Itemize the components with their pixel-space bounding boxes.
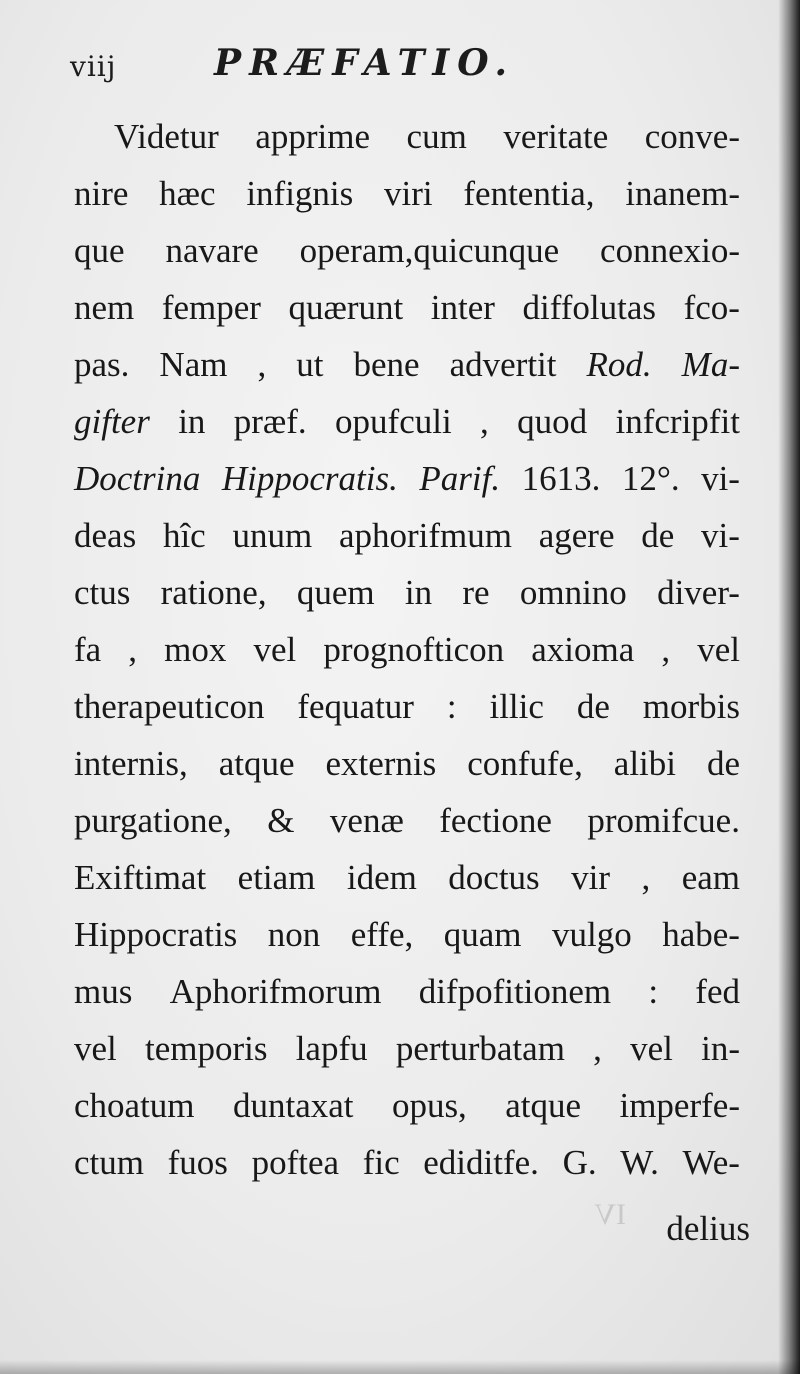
text-line xyxy=(74,336,740,393)
word: , xyxy=(257,345,267,384)
word: idem xyxy=(346,858,417,897)
text-line xyxy=(74,165,740,222)
word: atque xyxy=(505,1086,582,1125)
body-text xyxy=(74,108,740,1191)
word: hæc xyxy=(159,174,216,213)
page-edge-shadow xyxy=(778,0,800,1374)
word: ctum xyxy=(74,1143,144,1182)
word: Nam xyxy=(159,345,228,384)
word: in xyxy=(404,573,433,612)
text-line xyxy=(74,678,740,735)
word: præf. xyxy=(233,402,307,441)
text-line xyxy=(74,222,740,279)
catchword: delius xyxy=(666,1209,750,1248)
word: , xyxy=(593,1029,602,1068)
word-italic: Rod. xyxy=(586,345,652,384)
text-line xyxy=(74,963,740,1020)
word: etiam xyxy=(237,858,316,897)
word: habe- xyxy=(662,915,740,954)
word: prognofticon xyxy=(323,630,505,669)
word: inter xyxy=(430,288,495,327)
word-italic: Ma- xyxy=(681,345,740,384)
word: axioma xyxy=(531,630,635,669)
word: fententia, xyxy=(463,174,595,213)
word: quærunt xyxy=(288,288,404,327)
word: fequatur xyxy=(297,687,414,726)
word: Aphorifmorum xyxy=(169,972,382,1011)
text-line xyxy=(74,735,740,792)
word: temporis xyxy=(144,1029,268,1068)
page-bottom-shadow xyxy=(0,1360,800,1374)
word: apprime xyxy=(255,117,371,156)
word: diffolutas xyxy=(522,288,657,327)
word: veritate xyxy=(503,117,609,156)
text-line xyxy=(74,1020,740,1077)
word: lapfu xyxy=(295,1029,368,1068)
word: re xyxy=(462,573,490,612)
word: vulgo xyxy=(552,915,632,954)
word: atque xyxy=(218,744,295,783)
word: nire xyxy=(74,174,129,213)
word: quam xyxy=(443,915,522,954)
word: purgatione, xyxy=(74,801,232,840)
word: fed xyxy=(695,972,740,1011)
word-italic: Parif. xyxy=(419,459,501,498)
text-line xyxy=(74,849,740,906)
word: : xyxy=(648,972,659,1011)
word: hîc xyxy=(162,516,206,555)
word: illic xyxy=(489,687,544,726)
word: fic xyxy=(362,1143,400,1182)
word: , xyxy=(661,630,671,669)
text-line xyxy=(74,564,740,621)
word: cum xyxy=(406,117,467,156)
word: 12°. xyxy=(621,459,680,498)
word: vel xyxy=(697,630,740,669)
word: que xyxy=(74,231,125,270)
word: internis, xyxy=(74,744,188,783)
word: therapeuticon xyxy=(74,687,265,726)
word: quem xyxy=(296,573,375,612)
text-line xyxy=(74,1077,740,1134)
word: ediditfe. xyxy=(423,1143,539,1182)
word: pas. xyxy=(74,345,130,384)
running-head: PRÆFATIO. xyxy=(214,42,516,84)
word: advertit xyxy=(449,345,557,384)
word: fuos xyxy=(167,1143,228,1182)
word: diver- xyxy=(657,573,740,612)
show-through-text: IV xyxy=(594,1198,626,1231)
word: Hippocratis xyxy=(74,915,238,954)
word: vel xyxy=(630,1029,673,1068)
text-line xyxy=(74,906,740,963)
word: poftea xyxy=(251,1143,340,1182)
word: ctus xyxy=(74,573,131,612)
word: imperfe- xyxy=(619,1086,740,1125)
word: Videtur xyxy=(114,117,219,156)
word: navare xyxy=(165,231,259,270)
text-line xyxy=(74,621,740,678)
text-line xyxy=(74,393,740,450)
word: confufe, xyxy=(467,744,583,783)
word: W. xyxy=(620,1143,659,1182)
word: connexio- xyxy=(600,231,740,270)
word: non xyxy=(267,915,321,954)
word: in- xyxy=(701,1029,740,1068)
word: quod xyxy=(517,402,588,441)
word: effe, xyxy=(350,915,414,954)
word: choatum xyxy=(74,1086,195,1125)
word: viri xyxy=(384,174,433,213)
word: perturbatam xyxy=(395,1029,565,1068)
word: de xyxy=(641,516,675,555)
word: omnino xyxy=(519,573,627,612)
word: fco- xyxy=(683,288,740,327)
page-number: viij xyxy=(70,50,117,83)
word: : xyxy=(446,687,457,726)
word: nem xyxy=(74,288,135,327)
word: bene xyxy=(353,345,420,384)
word: inanem- xyxy=(625,174,740,213)
word: unum xyxy=(232,516,313,555)
word: conve- xyxy=(644,117,740,156)
text-line xyxy=(74,279,740,336)
word: opus, xyxy=(391,1086,467,1125)
text-line xyxy=(74,108,740,165)
word: de xyxy=(706,744,740,783)
word: 1613. xyxy=(521,459,601,498)
word: doctus xyxy=(448,858,540,897)
word: deas xyxy=(74,516,137,555)
word: alibi xyxy=(613,744,676,783)
word: G. xyxy=(562,1143,597,1182)
word: femper xyxy=(161,288,261,327)
word: vel xyxy=(253,630,297,669)
word: morbis xyxy=(642,687,740,726)
word: externis xyxy=(325,744,437,783)
word: in xyxy=(178,402,206,441)
page-header xyxy=(0,38,800,98)
word: opufculi xyxy=(335,402,452,441)
word: ratione, xyxy=(160,573,267,612)
word: Exiftimat xyxy=(74,858,207,897)
text-line xyxy=(74,1134,740,1191)
word: agere xyxy=(538,516,615,555)
word: difpofitionem xyxy=(418,972,612,1011)
word: fectione xyxy=(439,801,552,840)
word: vir xyxy=(571,858,611,897)
word: , xyxy=(480,402,489,441)
word: infignis xyxy=(246,174,354,213)
word-italic: Hippocratis. xyxy=(221,459,398,498)
word: promifcue. xyxy=(587,801,740,840)
word: duntaxat xyxy=(232,1086,354,1125)
word: vi- xyxy=(701,516,740,555)
word: , xyxy=(641,858,651,897)
text-line xyxy=(74,792,740,849)
word: We- xyxy=(682,1143,740,1182)
word: vi- xyxy=(701,459,740,498)
word-italic: gifter xyxy=(74,402,150,441)
word: eam xyxy=(681,858,740,897)
word: infcripfit xyxy=(615,402,740,441)
word: operam,quicunque xyxy=(299,231,560,270)
text-line xyxy=(74,450,740,507)
word: , xyxy=(128,630,138,669)
word: fa xyxy=(74,630,102,669)
word: mox xyxy=(164,630,227,669)
word: vel xyxy=(74,1029,117,1068)
word: aphorifmum xyxy=(338,516,512,555)
word: & xyxy=(267,801,295,840)
word: ut xyxy=(296,345,324,384)
word: venæ xyxy=(329,801,404,840)
text-line xyxy=(74,507,740,564)
word-italic: Doctrina xyxy=(74,459,201,498)
word: de xyxy=(576,687,610,726)
word: mus xyxy=(74,972,133,1011)
